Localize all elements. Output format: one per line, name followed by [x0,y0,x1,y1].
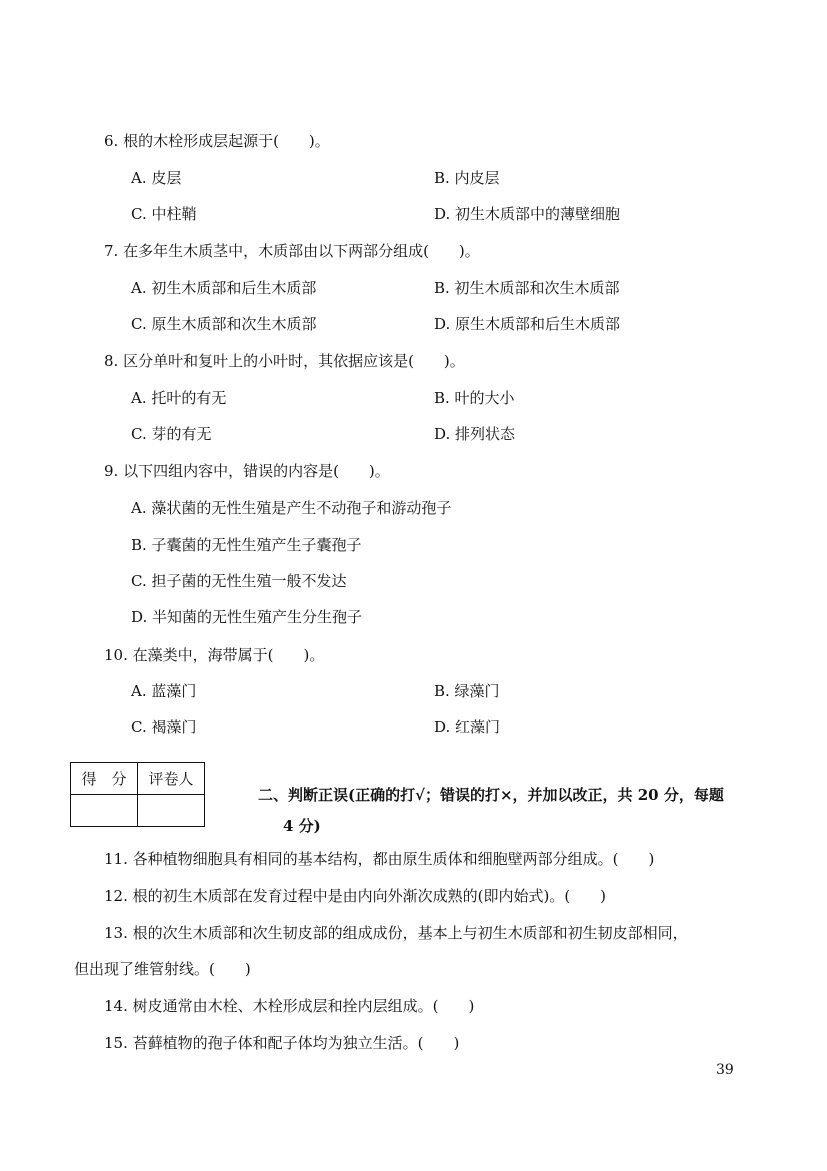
question-6-option-b: B. 内皮层 [434,169,500,187]
tf-question-13: 13. 根的次生木质部和次生韧皮部的组成成份，基本上与初生木质部和初生韧皮部相同， [104,924,688,942]
question-9-stem: 9. 以下四组内容中，错误的内容是( )。 [104,462,390,480]
question-9-option-d: D. 半知菌的无性生殖产生分生孢子 [131,608,363,626]
question-8-option-c: C. 芽的有无 [131,425,212,443]
grader-header: 评卷人 [138,763,205,795]
question-10-stem: 10. 在藻类中，海带属于( )。 [104,646,325,664]
question-9-option-c: C. 担子菌的无性生殖一般不发达 [131,572,347,590]
question-7-option-d: D. 原生木质部和后生木质部 [434,315,621,333]
question-8-stem: 8. 区分单叶和复叶上的小叶时，其依据应该是( )。 [104,352,465,370]
question-8-option-b: B. 叶的大小 [434,389,515,407]
question-10-option-c: C. 褐藻门 [131,718,197,736]
tf-question-12: 12. 根的初生木质部在发育过程中是由内向外渐次成熟的(即内始式)。( ) [104,887,607,905]
question-10-option-b: B. 绿藻门 [434,682,500,700]
question-7-option-a: A. 初生木质部和后生木质部 [131,279,317,297]
question-7-stem: 7. 在多年生木质茎中，木质部由以下两部分组成( )。 [104,242,480,260]
question-7-option-c: C. 原生木质部和次生木质部 [131,315,317,333]
question-8-option-a: A. 托叶的有无 [131,389,227,407]
question-6-stem: 6. 根的木栓形成层起源于( )。 [104,132,330,150]
question-10-option-d: D. 红藻门 [434,718,501,736]
section-2-heading: 二、判断正误(正确的打√；错误的打×，并加以改正，共 20 分，每题 [258,786,724,804]
tf-question-13-cont: 但出现了维管射线。( ) [74,960,251,978]
question-6-option-c: C. 中柱鞘 [131,205,197,223]
question-7-option-b: B. 初生木质部和次生木质部 [434,279,620,297]
tf-question-11: 11. 各种植物细胞具有相同的基本结构，都由原生质体和细胞壁两部分组成。( ) [104,850,655,868]
page-number: 39 [716,1062,734,1078]
question-6-option-d: D. 初生木质部中的薄壁细胞 [434,205,621,223]
question-10-option-a: A. 蓝藻门 [131,682,197,700]
score-cell[interactable] [71,795,138,827]
grader-cell[interactable] [138,795,205,827]
section-2-heading-cont: 4 分) [283,817,321,835]
question-9-option-a: A. 藻状菌的无性生殖是产生不动孢子和游动孢子 [131,499,452,517]
score-table [70,762,205,827]
question-8-option-d: D. 排列状态 [434,425,516,443]
question-9-option-b: B. 子囊菌的无性生殖产生子囊孢子 [131,536,362,554]
score-header: 得 分 [71,763,138,795]
tf-question-14: 14. 树皮通常由木栓、木栓形成层和拴内层组成。( ) [104,997,475,1015]
question-6-option-a: A. 皮层 [131,169,182,187]
tf-question-15: 15. 苔藓植物的孢子体和配子体均为独立生活。( ) [104,1034,460,1052]
